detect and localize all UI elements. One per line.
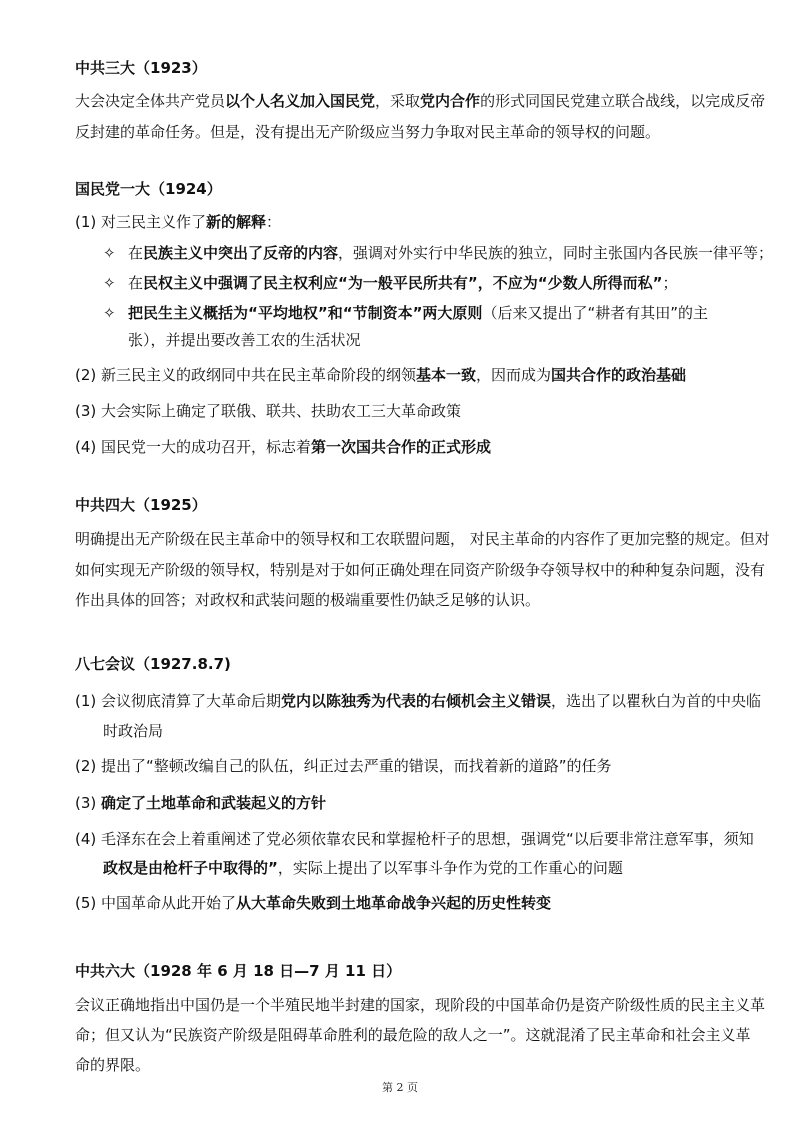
list-item-continuation: 时政治局 xyxy=(103,722,164,740)
list-item: (3) 大会实际上确定了联俄、联共、扶助农工三大革命政策 xyxy=(75,402,462,420)
list-item: (4) 毛泽东在会上着重阐述了党必须依靠农民和掌握枪杆子的思想，强调党“以后要非常注意军事，须知 xyxy=(75,830,754,848)
list-item: (3) 确定了土地革命和武装起义的方针 xyxy=(75,794,327,812)
section-title-zhonggong-3: 中共三大（1923） xyxy=(75,59,207,77)
diamond-bullet-icon: ✧ xyxy=(103,304,116,322)
section-title-kmt-1: 国民党一大（1924） xyxy=(75,180,222,198)
section-title-august-7: 八七会议（1927.8.7) xyxy=(75,655,231,673)
list-item: (4) 国民党一大的成功召开，标志着第一次国共合作的正式形成 xyxy=(75,438,492,456)
paragraph-line: 作出具体的回答；对政权和武装问题的极端重要性仍缺乏足够的认识。 xyxy=(75,591,541,609)
list-item: (2) 新三民主义的政纲同中共在民主革命阶段的纲领基本一致，因而成为国共合作的政治基础 xyxy=(75,366,687,384)
paragraph-line: 会议正确地指出中国仍是一个半殖民地半封建的国家，现阶段的中国革命仍是资产阶级性质的民主主义革 xyxy=(75,996,766,1014)
list-item: (1) 对三民主义作了新的解释： xyxy=(75,213,282,231)
diamond-bullet-icon: ✧ xyxy=(103,274,116,292)
bullet-item: ✧ 在民权主义中强调了民主权利应“为一般平民所共有”，不应为“少数人所得而私”； xyxy=(103,268,743,299)
paragraph-line: 大会决定全体共产党员以个人名义加入国民党，采取党内合作的形式同国民党建立联合战线，以完成反帝 xyxy=(75,92,766,110)
paragraph-line: 明确提出无产阶级在民主革命中的领导权和工农联盟问题， 对民主革命的内容作了更加完整的规定。但对 xyxy=(75,530,770,548)
list-item: (5) 中国革命从此开始了从大革命失败到土地革命战争兴起的历史性转变 xyxy=(75,894,552,912)
bullet-continuation: 张），并提出要改善工农的生活状况 xyxy=(128,331,361,349)
diamond-bullet-icon: ✧ xyxy=(103,244,116,262)
bullet-item: ✧ 在民族主义中突出了反帝的内容，强调对外实行中华民族的独立，同时主张国内各民族一律平等； xyxy=(103,238,743,269)
paragraph-line: 命的界限。 xyxy=(75,1056,151,1074)
paragraph-line: 如何实现无产阶级的领导权，特别是对于如何正确处理在同资产阶级争夺领导权中的种种复杂问题，没有 xyxy=(75,561,766,579)
list-item: (2) 提出了“整顿改编自己的队伍，纠正过去严重的错误，而找着新的道路”的任务 xyxy=(75,757,612,775)
section-title-zhonggong-6: 中共六大（1928 年 6 月 18 日—7 月 11 日） xyxy=(75,962,402,980)
page-number: 第 2 页 xyxy=(382,1081,418,1094)
list-item: (1) 会议彻底清算了大革命后期党内以陈独秀为代表的右倾机会主义错误，选出了以瞿秋白为首的中央临 xyxy=(75,692,762,710)
paragraph-line: 反封建的革命任务。但是，没有提出无产阶级应当努力争取对民主革命的领导权的问题。 xyxy=(75,123,661,141)
paragraph-line: 命；但又认为“民族资产阶级是阻碍革命胜利的最危险的敌人之一”。这就混淆了民主革命和社会主义革 xyxy=(75,1026,751,1044)
section-title-zhonggong-4: 中共四大（1925） xyxy=(75,496,207,514)
bullet-item: ✧ 把民生主义概括为“平均地权”和“节制资本”两大原则（后来又提出了“耕者有其田”的主 xyxy=(103,298,743,329)
list-item-continuation: 政权是由枪杆子中取得的”，实际上提出了以军事斗争作为党的工作重心的问题 xyxy=(103,859,623,877)
